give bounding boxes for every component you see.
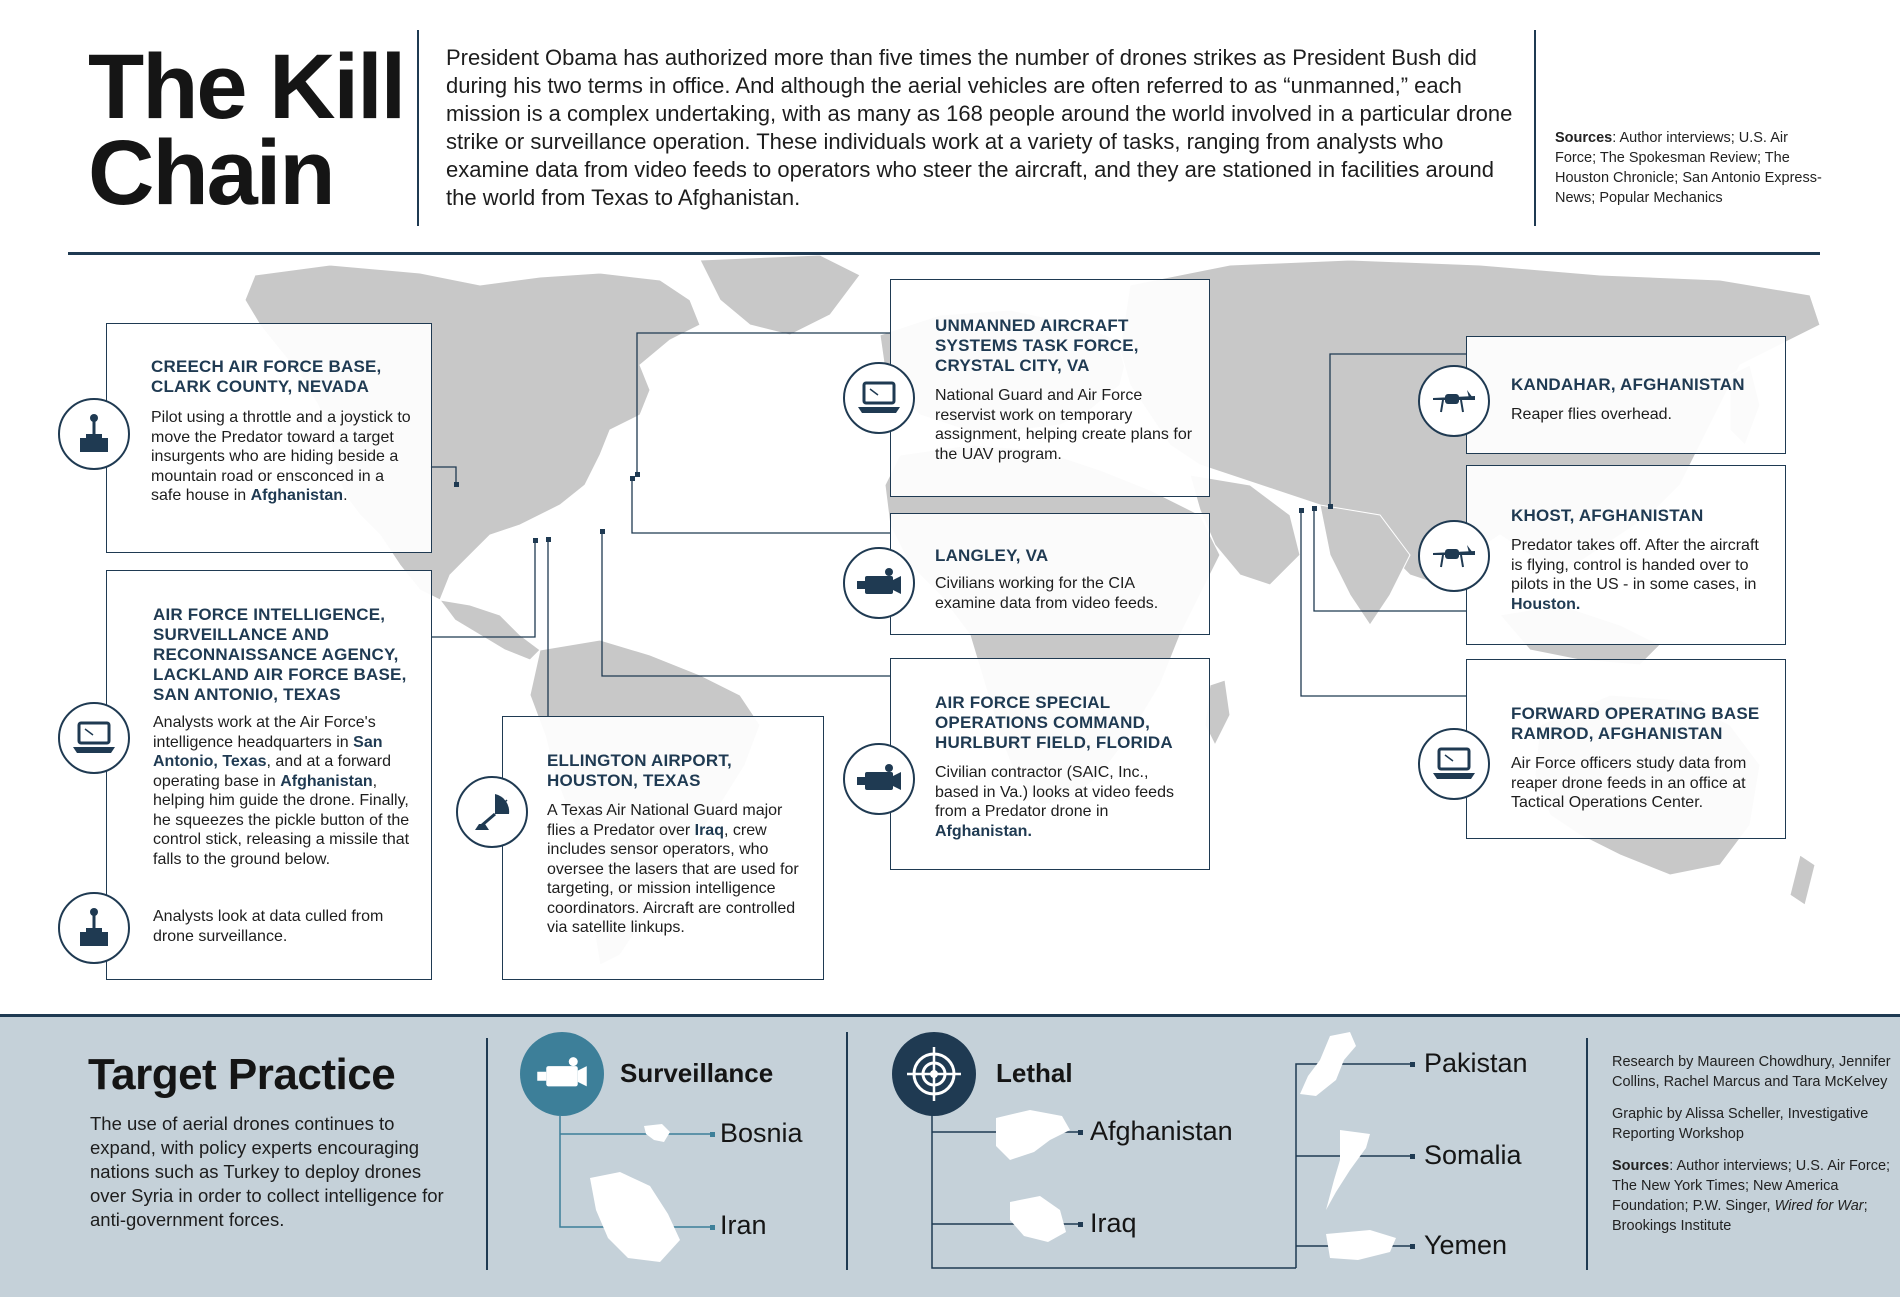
ellington-text-bold: Iraq <box>694 821 724 839</box>
credits-graphic: Graphic by Alissa Scheller, Investigative Reporting Workshop <box>1612 1106 1869 1142</box>
credits-sources <box>1612 1156 1892 1236</box>
box-creech-title: CREECH AIR FORCE BASE, CLARK COUNTY, NEVADA <box>151 357 382 396</box>
box-ramrod-text: Air Force officers study data from reaper drone feeds in an office at Tactical Operations Center. <box>1511 755 1747 811</box>
box-ramrod-title: FORWARD OPERATING BASE RAMROD, AFGHANISTAN <box>1511 704 1760 743</box>
box-kandahar-title: KANDAHAR, AFGHANISTAN <box>1511 375 1745 394</box>
khost-text-bold: Houston. <box>1511 595 1581 613</box>
afghanistan-shape <box>996 1110 1070 1160</box>
box-crystal-city-text: National Guard and Air Force reservist work on temporary assignment, helping create plans for the UAV program. <box>935 387 1193 463</box>
bosnia-shape <box>644 1124 670 1142</box>
khost-text-a: Predator takes off. After the aircraft is flying, control is handed over to pilots in the US - in some cases, in <box>1511 537 1759 593</box>
somalia-shape <box>1326 1130 1370 1210</box>
creech-text-b: . <box>343 487 348 504</box>
credits-sources-text-a: : Author interviews; U.S. Air Force; The New York Times; New America Foundation; P.W. Singer, <box>1612 1158 1891 1214</box>
lackland-bold-1: San Antonio, Texas <box>153 733 383 770</box>
ellington-text-a: A Texas Air National Guard major flies a Predator over <box>547 802 783 839</box>
credits-sources-italic: Wired for War <box>1774 1198 1864 1214</box>
country-afghanistan: Afghanistan <box>1090 1116 1233 1146</box>
hurlburt-text-a: Civilian contractor (SAIC, Inc., based in Va.) looks at video feeds from a Predator drone in <box>935 764 1174 820</box>
creech-text-bold: Afghanistan <box>250 487 344 504</box>
hurlburt-text-bold: Afghanistan. <box>935 822 1032 840</box>
box-langley-title: LANGLEY, VA <box>935 546 1049 565</box>
lethal-label: Lethal <box>996 1058 1073 1088</box>
yemen-shape <box>1326 1230 1396 1260</box>
credits-sources-text-b: ; Brookings Institute <box>1612 1198 1868 1234</box>
box-khost-title: KHOST, AFGHANISTAN <box>1511 506 1704 525</box>
lackland-bold-2: Afghanistan <box>280 772 373 790</box>
box-crystal-city-title: UNMANNED AIRCRAFT SYSTEMS TASK FORCE, CRYSTAL CITY, VA <box>935 316 1139 375</box>
box-lackland-title: AIR FORCE INTELLIGENCE, SURVEILLANCE AND RECONNAISSANCE AGENCY, LACKLAND AIR FORCE BASE, SAN ANTONIO, TEXAS <box>153 605 407 704</box>
box-hurlburt-title: AIR FORCE SPECIAL OPERATIONS COMMAND, HURLBURT FIELD, FLORIDA <box>935 693 1173 752</box>
country-yemen: Yemen <box>1424 1230 1508 1260</box>
title-line-2: Chain <box>88 122 334 224</box>
lackland-text-1: Analysts work at the Air Force's intelligence headquarters in <box>153 714 376 751</box>
sources-text: : Author interviews; U.S. Air Force; The Spokesman Review; The Houston Chronicle; San Antonio Express-News; Popular Mechanics <box>1555 130 1822 206</box>
sources-label: Sources <box>1555 130 1613 146</box>
title-line-1: The Kill <box>88 36 405 138</box>
iran-shape <box>590 1172 680 1262</box>
target-practice-title: Target Practice <box>88 1050 396 1099</box>
box-ellington-title: ELLINGTON AIRPORT, HOUSTON, TEXAS <box>547 751 732 790</box>
box-kandahar-text: Reaper flies overhead. <box>1511 406 1672 423</box>
credits-sources-label: Sources <box>1612 1158 1670 1174</box>
credits-research: Research by Maureen Chowdhury, Jennifer Collins, Rachel Marcus and Tara McKelvey <box>1612 1054 1891 1090</box>
country-iraq: Iraq <box>1090 1208 1137 1238</box>
credits-block <box>1612 1052 1892 1236</box>
lackland-text-2: , and at a forward operating base in <box>153 753 392 790</box>
ellington-text-b: , crew includes sensor operators, who oversee the lasers that are used for targeting, or mission intelligence coordinators. Aircraft are controlled via satellite linkups. <box>547 821 799 936</box>
lethal-crosshair-icon <box>892 1032 976 1116</box>
country-iran: Iran <box>720 1210 767 1240</box>
lackland-text-3: , helping him guide the drone. Finally, he squeezes the pickle button of the control stick, releasing a missile that falls to the ground below. <box>153 772 410 868</box>
box-lackland-text-second: Analysts look at data culled from drone surveillance. <box>153 908 384 945</box>
country-pakistan: Pakistan <box>1424 1048 1528 1078</box>
iraq-shape <box>1010 1196 1066 1242</box>
box-langley-text: Civilians working for the CIA examine data from video feeds. <box>935 575 1159 612</box>
creech-text-a: Pilot using a throttle and a joystick to move the Predator toward a target insurgents who are hiding beside a mountain road or ensconced in a safe house in <box>151 409 411 504</box>
country-bosnia: Bosnia <box>720 1118 803 1148</box>
intro-paragraph: President Obama has authorized more than five times the number of drones strikes as President Bush did during his two terms in office. And although the aerial vehicles are often referred to as “unmanned,” each mission is a complex undertaking, with as many as 168 people around the world involved in a particular drone strike or surveillance operation. These individuals work at a variety of tasks, ranging from analysts who examine data from video feeds to operators who steer the aircraft, and they are stationed in facilities around the world from Texas to Afghanistan. <box>446 45 1513 210</box>
target-practice-text: The use of aerial drones continues to expand, with policy experts encouraging nations such as Turkey to deploy drones over Syria in order to collect intelligence for anti-government forces. <box>90 1113 444 1230</box>
surveillance-label: Surveillance <box>620 1058 774 1088</box>
country-somalia: Somalia <box>1424 1140 1522 1170</box>
